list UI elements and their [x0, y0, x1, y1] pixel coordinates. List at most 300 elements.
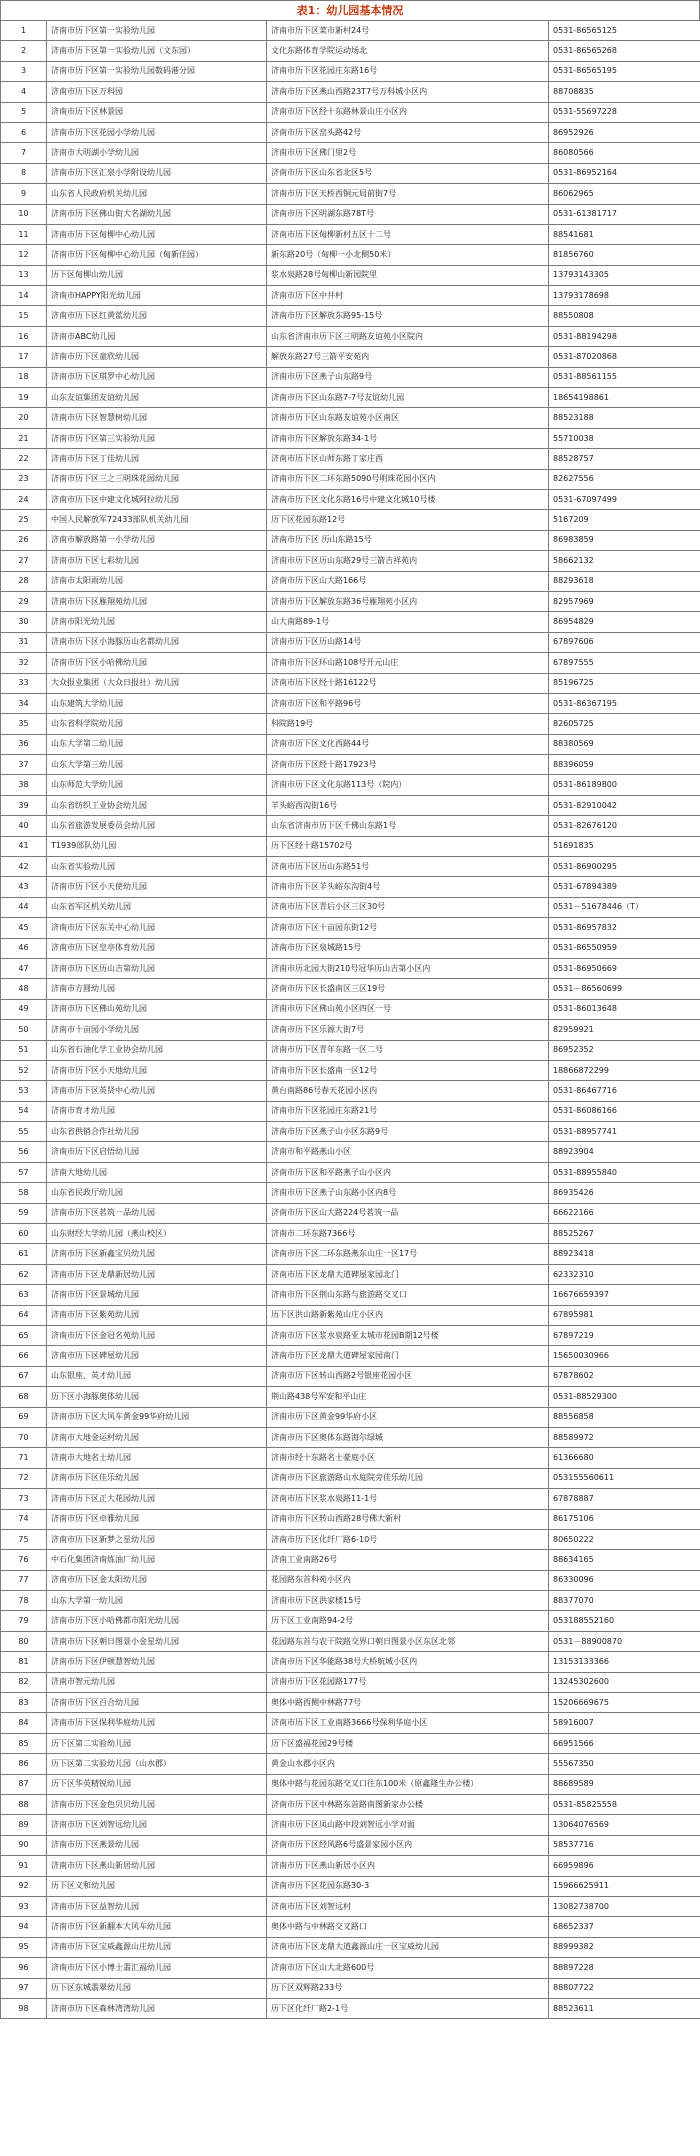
kindergarten-name: 济南市历下区第一实验幼儿园（文东园） [47, 41, 267, 61]
row-number: 85 [1, 1733, 47, 1753]
phone-number: 85196725 [549, 673, 700, 693]
kindergarten-name: 山东大学第二幼儿园 [47, 734, 267, 754]
kindergarten-name: 济南市历下区佛山苑幼儿园 [47, 999, 267, 1019]
phone-number: 13064076569 [549, 1815, 700, 1835]
row-number: 95 [1, 1937, 47, 1957]
kindergarten-address: 济南市历下区山东路7-7号友谊幼儿园 [267, 388, 549, 408]
kindergarten-name: 济南市历下区新梦之星幼儿园 [47, 1529, 267, 1549]
kindergarten-name: 济南市历下区花园小学幼儿园 [47, 122, 267, 142]
table-row [1, 245, 700, 265]
row-number: 25 [1, 510, 47, 530]
phone-number: 67878602 [549, 1366, 700, 1386]
kindergarten-name: 济南市历下区伊顿慧智幼儿园 [47, 1652, 267, 1672]
kindergarten-address: 济南市历下区转山西路28号佛大新村 [267, 1509, 549, 1529]
row-number: 30 [1, 612, 47, 632]
table-row [1, 591, 700, 611]
kindergarten-address: 济南市历下区 历山东路15号 [267, 530, 549, 550]
kindergarten-address: 济南市历下区解放东路36号雁翔苑小区内 [267, 591, 549, 611]
table-row [1, 530, 700, 550]
kindergarten-address: 历下区盛福花园29号楼 [267, 1733, 549, 1753]
row-number: 20 [1, 408, 47, 428]
phone-number: 88807722 [549, 1978, 700, 1998]
row-number: 29 [1, 591, 47, 611]
row-number: 15 [1, 306, 47, 326]
kindergarten-address: 济南市历下区中林路东首路南图新家办公楼 [267, 1794, 549, 1814]
kindergarten-address: 历下区工业南路94-2号 [267, 1611, 549, 1631]
kindergarten-name: 济南市历下区正大花园幼儿园 [47, 1489, 267, 1509]
phone-number: 0531-86957832 [549, 918, 700, 938]
phone-number: 0531-86565125 [549, 21, 700, 41]
kindergarten-name: 济南市历下区卓雅幼儿园 [47, 1509, 267, 1529]
table-row [1, 163, 700, 183]
kindergarten-address: 济南市历下区菜市新村24号 [267, 21, 549, 41]
phone-number: 58537716 [549, 1835, 700, 1855]
kindergarten-name: 济南市历下区小天使幼儿园 [47, 877, 267, 897]
row-number: 68 [1, 1387, 47, 1407]
kindergarten-name: 济南市历下区第一实验幼儿园数码港分园 [47, 61, 267, 81]
kindergarten-address: 济南市历下区花园庄东路16号 [267, 61, 549, 81]
table-row [1, 204, 700, 224]
row-number: 83 [1, 1693, 47, 1713]
phone-number: 86175106 [549, 1509, 700, 1529]
row-number: 26 [1, 530, 47, 550]
table-row [1, 1611, 700, 1631]
kindergarten-address: 济南市历下区花园庄东路21号 [267, 1101, 549, 1121]
table-row [1, 184, 700, 204]
kindergarten-name: 济南市历下区七彩幼儿园 [47, 551, 267, 571]
row-number: 48 [1, 979, 47, 999]
kindergarten-address: 济南市经十东路名士豪庭小区 [267, 1448, 549, 1468]
row-number: 59 [1, 1203, 47, 1223]
kindergarten-address: 济南市历下区凤山路中段刘智远小学对面 [267, 1815, 549, 1835]
table-row [1, 1713, 700, 1733]
table-row [1, 1917, 700, 1937]
table-row [1, 775, 700, 795]
kindergarten-address: 历下区化纤厂路2-1号 [267, 1998, 549, 2018]
row-number: 67 [1, 1366, 47, 1386]
kindergarten-address: 济南市历下区佛门里2号 [267, 143, 549, 163]
table-row [1, 1285, 700, 1305]
row-number: 12 [1, 245, 47, 265]
kindergarten-address: 济南市历下区经十东路林景山庄小区内 [267, 102, 549, 122]
table-row [1, 1978, 700, 1998]
table-row [1, 999, 700, 1019]
kindergarten-address: 黄金山水郡小区内 [267, 1754, 549, 1774]
kindergarten-name: 济南市历下区刘智远幼儿园 [47, 1815, 267, 1835]
phone-number: 88377070 [549, 1591, 700, 1611]
kindergarten-address: 山东省济南市历下区三明路友谊苑小区院内 [267, 326, 549, 346]
kindergarten-address: 济南市历下区历山路14号 [267, 632, 549, 652]
kindergarten-name: 济南市历下区新翻本大风车幼儿园 [47, 1917, 267, 1937]
row-number: 11 [1, 224, 47, 244]
row-number: 86 [1, 1754, 47, 1774]
kindergarten-name: 济南市历下区朝日图景小金星幼儿园 [47, 1631, 267, 1651]
phone-number: 16676659397 [549, 1285, 700, 1305]
row-number: 54 [1, 1101, 47, 1121]
phone-number: 88897228 [549, 1958, 700, 1978]
kindergarten-name: 济南市历下区保利华庭幼儿园 [47, 1713, 267, 1733]
kindergarten-address: 济南市历下区黄金99华府小区 [267, 1407, 549, 1427]
phone-number: 86062965 [549, 184, 700, 204]
row-number: 77 [1, 1570, 47, 1590]
row-number: 57 [1, 1162, 47, 1182]
phone-number: 62332310 [549, 1264, 700, 1284]
phone-number: 88528757 [549, 449, 700, 469]
phone-number: 67895981 [549, 1305, 700, 1325]
phone-number: 67897219 [549, 1326, 700, 1346]
phone-number: 51691835 [549, 836, 700, 856]
table-title: 表1：幼儿园基本情况 [0, 0, 700, 20]
phone-number: 55710038 [549, 428, 700, 448]
table-row [1, 1672, 700, 1692]
table-row [1, 795, 700, 815]
kindergarten-name: 山东省纺织工业协会幼儿园 [47, 795, 267, 815]
table-row [1, 367, 700, 387]
kindergarten-address: 济南市历下区燕山新居小区内 [267, 1856, 549, 1876]
kindergarten-name: 济南市方圆幼儿园 [47, 979, 267, 999]
row-number: 92 [1, 1876, 47, 1896]
table-row [1, 1958, 700, 1978]
phone-number: 88396059 [549, 755, 700, 775]
phone-number: 58662132 [549, 551, 700, 571]
row-number: 21 [1, 428, 47, 448]
phone-number: 67878887 [549, 1489, 700, 1509]
kindergarten-address: 济南市历下区燕子山小区东路9号 [267, 1122, 549, 1142]
kindergarten-address: 济南市历下区山大路224号茗筑一品 [267, 1203, 549, 1223]
kindergarten-name: T1939部队幼儿园 [47, 836, 267, 856]
kindergarten-address: 济南市历下区奥体东路海尔绿城 [267, 1427, 549, 1447]
kindergarten-address: 济南市历下区龙鼎大道碑屋家园北门 [267, 1264, 549, 1284]
phone-number: 13793178698 [549, 286, 700, 306]
table-row [1, 1081, 700, 1101]
table-row [1, 1101, 700, 1121]
kindergarten-address: 济南市历下区转山西路2号银座花园小区 [267, 1366, 549, 1386]
row-number: 55 [1, 1122, 47, 1142]
phone-number: 86952926 [549, 122, 700, 142]
phone-number: 82627556 [549, 469, 700, 489]
kindergarten-name: 济南市历下区小海豚历山名都幼儿园 [47, 632, 267, 652]
row-number: 16 [1, 326, 47, 346]
row-number: 65 [1, 1326, 47, 1346]
kindergarten-address: 济南市历下区经十路17923号 [267, 755, 549, 775]
kindergarten-name: 济南市历下区小天地幼儿园 [47, 1060, 267, 1080]
row-number: 58 [1, 1183, 47, 1203]
kindergarten-name: 济南市历下区宝威鑫源山庄幼儿园 [47, 1937, 267, 1957]
phone-number: 88380569 [549, 734, 700, 754]
row-number: 62 [1, 1264, 47, 1284]
kindergarten-name: 济南市育才幼儿园 [47, 1101, 267, 1121]
phone-number: 88550808 [549, 306, 700, 326]
kindergarten-address: 济南市历下区龙鼎大道鑫源山庄一区宝威幼儿园 [267, 1937, 549, 1957]
kindergarten-name: 山东省军区机关幼儿园 [47, 897, 267, 917]
kindergarten-address: 济南市历下区环山路108号开元山庄 [267, 653, 549, 673]
row-number: 40 [1, 816, 47, 836]
kindergarten-name: 山东省石油化学工业协会幼儿园 [47, 1040, 267, 1060]
phone-number: 0531－51678446（T） [549, 897, 700, 917]
kindergarten-name: 济南市智元幼儿园 [47, 1672, 267, 1692]
kindergarten-address: 奥体中路与花园东路交叉口往东100米（原鑫隆生办公楼） [267, 1774, 549, 1794]
table-row [1, 408, 700, 428]
table-row [1, 632, 700, 652]
row-number: 13 [1, 265, 47, 285]
kindergarten-name: 济南市历下区大风车黄金99华府幼儿园 [47, 1407, 267, 1427]
table-row [1, 1407, 700, 1427]
row-number: 32 [1, 653, 47, 673]
table-row [1, 1244, 700, 1264]
kindergarten-address: 济南市历下区经风路6号盛景家园小区内 [267, 1835, 549, 1855]
table-row [1, 1489, 700, 1509]
kindergarten-address: 花园路东首与农干院路交界口朝日图景小区东区北邻 [267, 1631, 549, 1651]
phone-number: 0531-86013648 [549, 999, 700, 1019]
table-row [1, 1264, 700, 1284]
row-number: 76 [1, 1550, 47, 1570]
phone-number: 13153133366 [549, 1652, 700, 1672]
kindergarten-name: 山东省旅游发展委员会幼儿园 [47, 816, 267, 836]
kindergarten-name: 济南市历下区森林湾湾幼儿园 [47, 1998, 267, 2018]
kindergarten-address: 济南市历下区和平路燕子山小区内 [267, 1162, 549, 1182]
kindergarten-address: 济南市历下区荆山东路与旅游路交叉口 [267, 1285, 549, 1305]
kindergarten-name: 济南市历下区三之三明珠花园幼儿园 [47, 469, 267, 489]
phone-number: 0531-86189800 [549, 775, 700, 795]
kindergarten-name: 济南市大地名士幼儿园 [47, 1448, 267, 1468]
kindergarten-name: 济南市历下区历山吉第幼儿园 [47, 958, 267, 978]
table-row [1, 1468, 700, 1488]
phone-number: 13793143305 [549, 265, 700, 285]
kindergarten-name: 济南市历下区丁佳幼儿园 [47, 449, 267, 469]
kindergarten-address: 历下区花园东路12号 [267, 510, 549, 530]
kindergarten-name: 山东省科学院幼儿园 [47, 714, 267, 734]
kindergarten-address: 济南市历下区天桥西铜元局前街7号 [267, 184, 549, 204]
phone-number: 15650030966 [549, 1346, 700, 1366]
row-number: 39 [1, 795, 47, 815]
kindergarten-address: 济南市历下区燕子山东路9号 [267, 367, 549, 387]
row-number: 79 [1, 1611, 47, 1631]
phone-number: 0531-86550959 [549, 938, 700, 958]
phone-number: 0531-86952164 [549, 163, 700, 183]
row-number: 31 [1, 632, 47, 652]
row-number: 89 [1, 1815, 47, 1835]
phone-number: 0531-61381717 [549, 204, 700, 224]
row-number: 34 [1, 693, 47, 713]
phone-number: 0531-86367195 [549, 693, 700, 713]
row-number: 42 [1, 857, 47, 877]
kindergarten-name: 济南市历下区小哈佛都市阳光幼儿园 [47, 1611, 267, 1631]
kindergarten-address: 济南市历下区十亩园东街12号 [267, 918, 549, 938]
row-number: 78 [1, 1591, 47, 1611]
table-row [1, 693, 700, 713]
table-row [1, 21, 700, 41]
row-number: 45 [1, 918, 47, 938]
row-number: 19 [1, 388, 47, 408]
row-number: 70 [1, 1427, 47, 1447]
row-number: 69 [1, 1407, 47, 1427]
kindergarten-name: 济南市历下区林景园 [47, 102, 267, 122]
table-row [1, 1570, 700, 1590]
kindergarten-name: 历下区甸柳山幼儿园 [47, 265, 267, 285]
phone-number: 88556858 [549, 1407, 700, 1427]
table-row [1, 122, 700, 142]
kindergarten-name: 山东省供销合作社幼儿园 [47, 1122, 267, 1142]
kindergarten-address: 济南市历下区佛山苑小区四区一号 [267, 999, 549, 1019]
phone-number: 80650222 [549, 1529, 700, 1549]
kindergarten-name: 济南大地幼儿园 [47, 1162, 267, 1182]
row-number: 90 [1, 1835, 47, 1855]
kindergarten-name: 山东大学第一幼儿园 [47, 1591, 267, 1611]
kindergarten-name: 济南市历下区万科园 [47, 82, 267, 102]
table-row [1, 734, 700, 754]
table-row [1, 102, 700, 122]
phone-number: 18866872299 [549, 1060, 700, 1080]
row-number: 96 [1, 1958, 47, 1978]
phone-number: 86952352 [549, 1040, 700, 1060]
kindergarten-name: 济南市历下区英贤中心幼儿园 [47, 1081, 267, 1101]
phone-number: 88923904 [549, 1142, 700, 1162]
kindergarten-name: 济南市历下区小哈佛幼儿园 [47, 653, 267, 673]
table-row [1, 1550, 700, 1570]
kindergarten-name: 济南市太阳雨幼儿园 [47, 571, 267, 591]
row-number: 41 [1, 836, 47, 856]
kindergarten-name: 山东建筑大学幼儿园 [47, 693, 267, 713]
kindergarten-address: 济南市历下区龙鼎大道碑屋家园南门 [267, 1346, 549, 1366]
row-number: 17 [1, 347, 47, 367]
kindergarten-name: 济南市历下区碑屋幼儿园 [47, 1346, 267, 1366]
kindergarten-address: 解放东路27号三箭平安苑内 [267, 347, 549, 367]
kindergarten-address: 济南市历下区洪家楼15号 [267, 1591, 549, 1611]
kindergarten-address: 羊头峪西沟街16号 [267, 795, 549, 815]
phone-number: 86935426 [549, 1183, 700, 1203]
row-number: 2 [1, 41, 47, 61]
kindergarten-name: 山东友谊集团友谊幼儿园 [47, 388, 267, 408]
table-row [1, 1346, 700, 1366]
row-number: 8 [1, 163, 47, 183]
phone-number: 0531-88561155 [549, 367, 700, 387]
row-number: 82 [1, 1672, 47, 1692]
table-row [1, 897, 700, 917]
row-number: 44 [1, 897, 47, 917]
kindergarten-name: 济南市历下区龙鼎新居幼儿园 [47, 1264, 267, 1284]
kindergarten-name: 历下区华英精锐幼儿园 [47, 1774, 267, 1794]
phone-number: 13082738700 [549, 1896, 700, 1916]
phone-number: 66951566 [549, 1733, 700, 1753]
row-number: 87 [1, 1774, 47, 1794]
table-row [1, 1652, 700, 1672]
phone-number: 18654198861 [549, 388, 700, 408]
kindergarten-address: 济南市历北园大街210号冠华历山吉第小区内 [267, 958, 549, 978]
phone-number: 88541681 [549, 224, 700, 244]
table-row [1, 489, 700, 509]
phone-number: 053188552160 [549, 1611, 700, 1631]
phone-number: 0531-82676120 [549, 816, 700, 836]
kindergarten-address: 黄台南路86号春天花园小区内 [267, 1081, 549, 1101]
row-number: 36 [1, 734, 47, 754]
phone-number: 88523188 [549, 408, 700, 428]
table-row [1, 938, 700, 958]
kindergarten-name: 历下区义和幼儿园 [47, 1876, 267, 1896]
kindergarten-address: 济南工业南路26号 [267, 1550, 549, 1570]
table-row [1, 1631, 700, 1651]
kindergarten-name: 济南市历下区金色贝贝幼儿园 [47, 1794, 267, 1814]
table-row [1, 469, 700, 489]
table-row [1, 1733, 700, 1753]
kindergarten-name: 济南市大明湖小学幼儿园 [47, 143, 267, 163]
kindergarten-address: 济南市历下区历山东路29号三箭吉祥苑内 [267, 551, 549, 571]
phone-number: 0531-88194298 [549, 326, 700, 346]
phone-number: 67897606 [549, 632, 700, 652]
phone-number: 0531-87020868 [549, 347, 700, 367]
row-number: 50 [1, 1020, 47, 1040]
phone-number: 0531-86467716 [549, 1081, 700, 1101]
kindergarten-address: 文化东路体育学院运动场北 [267, 41, 549, 61]
phone-number: 67897555 [549, 653, 700, 673]
phone-number: 61366680 [549, 1448, 700, 1468]
kindergarten-address: 济南市历下区山大路166号 [267, 571, 549, 591]
phone-number: 0531-82910042 [549, 795, 700, 815]
row-number: 91 [1, 1856, 47, 1876]
kindergarten-name: 济南市历下区佳乐幼儿园 [47, 1468, 267, 1488]
phone-number: 0531-67894389 [549, 877, 700, 897]
table-row [1, 918, 700, 938]
table-row [1, 755, 700, 775]
phone-number: 55567350 [549, 1754, 700, 1774]
kindergarten-address: 济南市历下区甸柳新村五区十二号 [267, 224, 549, 244]
kindergarten-name: 济南市历下区新鑫宝贝幼儿园 [47, 1244, 267, 1264]
kindergarten-name: 济南市历下区第三实验幼儿园 [47, 428, 267, 448]
kindergarten-name: 山东省实验幼儿园 [47, 857, 267, 877]
kindergarten-address: 济南市历下区和平路96号 [267, 693, 549, 713]
table-row [1, 1509, 700, 1529]
kindergarten-address: 浆水泉路28号甸柳山新园院里 [267, 265, 549, 285]
kindergarten-name: 济南市历下区景城幼儿园 [47, 1285, 267, 1305]
kindergarten-name: 济南市历下区皇亭体育幼儿园 [47, 938, 267, 958]
kindergarten-name: 济南市HAPPY阳光幼儿园 [47, 286, 267, 306]
kindergarten-name: 济南市历下区紫苑幼儿园 [47, 1305, 267, 1325]
phone-number: 5167209 [549, 510, 700, 530]
kindergarten-address: 花园路东首科苑小区内 [267, 1570, 549, 1590]
phone-number: 88923418 [549, 1244, 700, 1264]
row-number: 38 [1, 775, 47, 795]
row-number: 43 [1, 877, 47, 897]
table-row [1, 836, 700, 856]
kindergarten-table [0, 20, 700, 2019]
phone-number: 82605725 [549, 714, 700, 734]
row-number: 98 [1, 1998, 47, 2018]
kindergarten-name: 济南市历下区金冠名苑幼儿园 [47, 1326, 267, 1346]
kindergarten-address: 历下区经十路15702号 [267, 836, 549, 856]
row-number: 61 [1, 1244, 47, 1264]
row-number: 18 [1, 367, 47, 387]
kindergarten-address: 济南市历下区山师东路丁家庄西 [267, 449, 549, 469]
kindergarten-name: 中石化集团济南炼油厂幼儿园 [47, 1550, 267, 1570]
row-number: 51 [1, 1040, 47, 1060]
kindergarten-name: 济南市历下区东关中心幼儿园 [47, 918, 267, 938]
phone-number: 88999382 [549, 1937, 700, 1957]
row-number: 74 [1, 1509, 47, 1529]
phone-number: 0531-67097499 [549, 489, 700, 509]
phone-number: 86330096 [549, 1570, 700, 1590]
kindergarten-address: 济南市历下区中井村 [267, 286, 549, 306]
phone-number: 68652337 [549, 1917, 700, 1937]
row-number: 10 [1, 204, 47, 224]
row-number: 81 [1, 1652, 47, 1672]
kindergarten-address: 济南市历下区华能路38号大桥航城小区内 [267, 1652, 549, 1672]
table-row [1, 306, 700, 326]
row-number: 93 [1, 1896, 47, 1916]
table-row [1, 1224, 700, 1244]
kindergarten-address: 济南市历下区旅游路山水庭院旁佳乐幼儿园 [267, 1468, 549, 1488]
table-row [1, 1591, 700, 1611]
table-row [1, 816, 700, 836]
kindergarten-name: 历下区东城翡翠幼儿园 [47, 1978, 267, 1998]
